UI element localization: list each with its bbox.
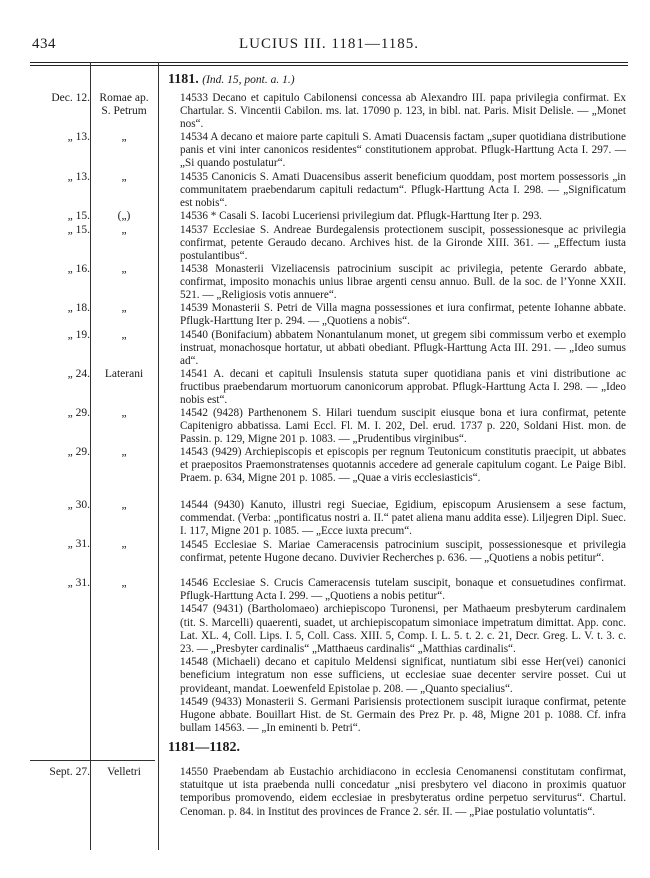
entry-text: 14542 (9428) Parthenonem S. Hilari tuendum suscipit eiusque bona et iura confirmat, petente Capitenigro abbatissa. Lami Eccl. Fl. M. I. 202, Del. erud. 1737 p. 220, Soldani Hist. mon. de Passin. p. 129, Migne 201 p. 1083. — „Prudentibus virginibus“.	[180, 407, 626, 446]
entry-date: „ 13.	[67, 131, 90, 143]
entry-text: 14537 Ecclesiae S. Andreae Burdegalensis protectionem suscipit, possessionesque ac privilegia confirmat, petente Geraudo decano. Archives hist. de la Gironde XIII. 361. — „Effectum iusta postulantibus“.	[180, 224, 626, 263]
entry-place: „	[121, 329, 127, 341]
section-heading-1181	[168, 72, 295, 88]
entry-place: („)	[117, 210, 131, 222]
entry-place: „	[121, 538, 127, 550]
entry-date: „ 15.	[67, 224, 90, 236]
entry-text: 14541 A. decani et capituli Insulensis statuta super quotidiana panis et vini distributione ac fructibus praebendarum mortuorum canonicorum approbat. Pflugk-Harttung Acta I. 298. — „Ideo nobis est“.	[180, 368, 626, 407]
header-rule-double	[30, 65, 628, 66]
entry-place: „	[121, 577, 127, 589]
entry-date: „ 19.	[67, 329, 90, 341]
entry-place: „	[121, 131, 127, 143]
header-rule	[30, 62, 628, 63]
entry-place: Velletri	[107, 766, 141, 778]
entry-date: Sept. 27.	[49, 766, 90, 778]
running-title: LUCIUS III. 1181—1185.	[238, 36, 420, 52]
page-number: 434	[32, 36, 56, 52]
column-divider-date	[90, 62, 91, 850]
page-header	[32, 36, 626, 56]
entry-date: „ 24.	[67, 368, 90, 380]
entry-date: „ 15.	[67, 210, 90, 222]
entry-place: „	[121, 407, 127, 419]
entry-text: 14543 (9429) Archiepiscopis et episcopis per regnum Teutonicum constitutis praecipit, ut abbates et praepositos Praemonstratenses quotannis accedere ad generale capitulum cogant. Le Paige Bibl. Praem. p. 634, Migne 201 p. 1085. — „Quae a viris ecclesiasticis“.	[180, 446, 626, 485]
entry-text: 14534 A decano et maiore parte capituli S. Amati Duacensis factam „super quotidiana distributione panis et vini inter canonicos residentes“ constitutionem approbat. Pflugk-Harttung Acta I. 297. — „Si quando postulatur“.	[180, 131, 626, 170]
entry-text: 14547 (9431) (Bartholomaeo) archiepiscopo Turonensi, per Mathaeum presbyterum cardinalem (tit. S. Marcelli) quaerenti, suadet, ut archiepiscopatum simoniace impetratum dimittat. App. conc. Lat. XL. 4, Coll. Lips. I. 5, Coll. Cass. XIII. 5, Comp. I. L. 5. t. 2. c. 21, Decr. Greg. L. V. t. 3. c. 23. — „Presbyter cardinalis“ „Matthaeus cardinalis“ „Matthias cardinalis“.	[180, 603, 626, 656]
entry-text: 14533 Decano et capitulo Cabilonensi concessa ab Alexandro III. papa privilegia confirmat. Ex Chartular. S. Vincentii Cabilon. ms. lat. 17090 p. 123, in bibl. nat. Paris. Misit Delisle. — „Monet nos“.	[180, 92, 626, 131]
section-year: 1181—1182.	[168, 740, 240, 755]
entry-text: 14539 Monasterii S. Petri de Villa magna possessiones et iura confirmat, petente Iohanne abbate. Pflugk-Harttung Iter p. 294. — „Quotiens a nobis“.	[180, 302, 626, 328]
entry-date: „ 13.	[67, 171, 90, 183]
entry-date: „ 16.	[67, 263, 90, 275]
entry-text: 14548 (Michaeli) decano et capitulo Meldensi significat, nuntiatum sibi esse Her(vei) canonici beneficium integratum non esse sufficiens, ut ecclesiae suae decenter servire posset. Cui ut provideant, mandat. Loewenfeld Epistolae p. 208. — „Quanto specialius“.	[180, 656, 626, 695]
entry-place: „	[121, 171, 127, 183]
entry-text: 14544 (9430) Kanuto, illustri regi Sueciae, Egidium, episcopum Arusiensem a sese factum, commendat. (Verba: „pontificatus nostri a. II.“ patet aliena manu addita esse). Liljegren Dipl. Suec. I. 117, Migne 201 p. 1085. — „Ecce iuxta precum“.	[180, 499, 626, 538]
entry-date: „ 18.	[67, 302, 90, 314]
entry-date: „ 29.	[67, 446, 90, 458]
entry-date: „ 29.	[67, 407, 90, 419]
entry-text: 14536 * Casali S. Iacobi Luceriensi privilegium dat. Pflugk-Harttung Iter p. 293.	[180, 210, 542, 222]
entry-text: 14545 Ecclesiae S. Mariae Cameracensis patrocinium suscipit, possessionesque et privilegia confirmat, petente Hugone decano. Duvivier Recherches p. 636. — „Quotiens a nobis petitur“.	[180, 538, 626, 564]
entry-date: „ 31.	[67, 538, 90, 550]
section-rule	[30, 760, 155, 761]
entry-place: „	[121, 224, 127, 236]
entry-place: „	[121, 302, 127, 314]
entry-place: „	[121, 499, 127, 511]
entry-date: „ 30.	[67, 499, 90, 511]
entry-date: Dec. 12.	[51, 92, 90, 104]
column-divider-place	[158, 62, 159, 850]
entry-place: „	[121, 446, 127, 458]
entry-text: 14549 (9433) Monasterii S. Germani Parisiensis protectionem suscipit iuraque confirmat, petente Hugone abbate. Bouillart Hist. de St. Germain des Prez Pr. p. 48, Migne 201 p. 1088. Cf. infra bullam 14563. — „In eminenti b. Petri“.	[180, 695, 626, 735]
entry-text: 14540 (Bonifacium) abbatem Nonantulanum monet, ut gregem sibi commissum verbo et exemplo instruat, monachosque hortatur, ut abbati obediant. Pflugk-Harttung Acta III. 291. — „Ideo sumus ad“.	[180, 329, 626, 368]
section-indiction: (Ind. 15, pont. a. 1.)	[202, 74, 295, 86]
entry-text: 14550 Praebendam ab Eustachio archidiacono in ecclesia Cenomanensi constitutam confirmat, statuitque ut ista praebenda nulli concedatur „nisi presbytero vel diacono in proximis quatuor temporibus promovendo, eidem ecclesiae in presbyteratus ordine perpetuo serviturus“. Chartul. Cenoman. p. 84. in Institut des provinces de France 2. sér. II. — „Piae postulatio voluntatis“.	[180, 766, 626, 818]
entry-text: 14538 Monasterii Vizeliacensis patrocinium suscipit ac privilegia, petente Gerardo abbate, confirmat, imposito monachis unius librae argenti censu annuo. Bull. de la soc. de l’Yonne XXII. 521. — „Religiosis votis annuere“.	[180, 263, 626, 302]
section-year: 1181.	[168, 72, 199, 87]
entry-place: Laterani	[104, 368, 144, 380]
entry-text: 14535 Canonicis S. Amati Duacensibus asserit beneficium quoddam, post mortem possessoris „in communitatem praebendarum capituli redactum“. Pflugk-Harttung Acta I. 298. — „Significatum est nobis“.	[180, 171, 626, 210]
entry-text: 14546 Ecclesiae S. Crucis Cameracensis tutelam suscipit, bonaque et consuetudines confirmat. Pflugk-Harttung Acta I. 299. — „Quotiens a nobis petitur“.	[180, 577, 626, 603]
entry-date: „ 31.	[67, 577, 90, 589]
entry-place: Romae ap. S. Petrum	[99, 92, 149, 117]
entry-place: „	[121, 263, 127, 275]
section-heading-1181-1182	[168, 740, 240, 756]
